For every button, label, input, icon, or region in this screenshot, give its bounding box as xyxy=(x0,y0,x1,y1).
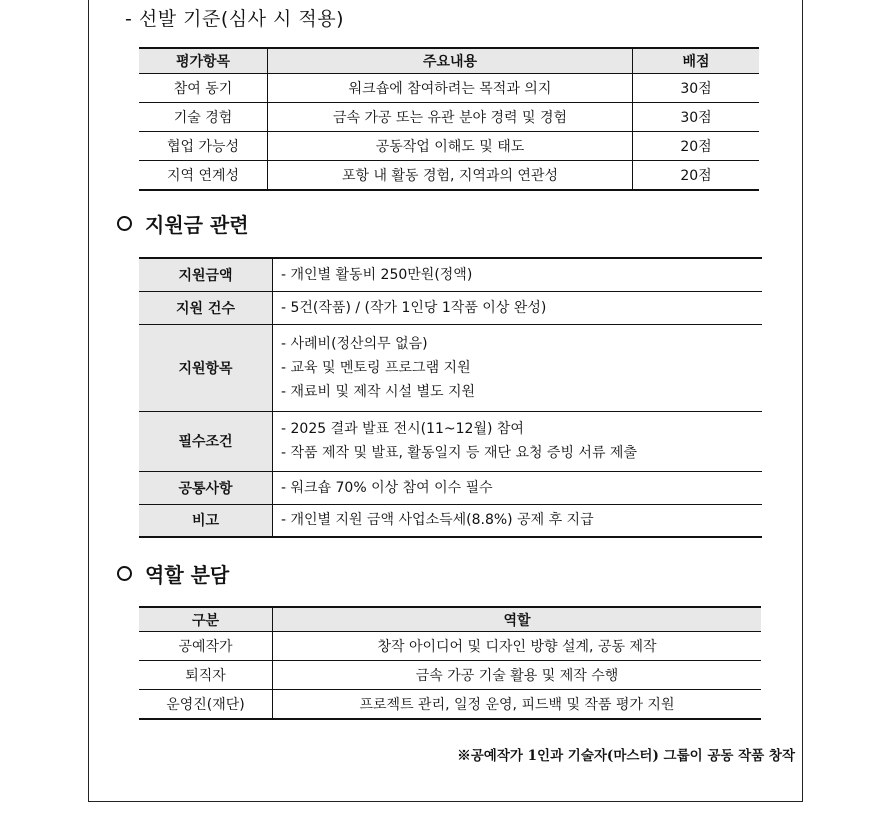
value-line: - 개인별 활동비 250만원(정액) xyxy=(281,266,473,283)
table-row xyxy=(139,161,759,191)
table-row xyxy=(139,471,762,504)
row-value xyxy=(273,471,763,504)
table-row xyxy=(139,74,759,103)
row-label: 지원 건수 xyxy=(139,291,273,324)
value-line: - 5건(작품) / (작가 1인당 1작품 이상 완성) xyxy=(281,299,547,316)
role-description: 창작 아이디어 및 디자인 방향 설계, 공동 제작 xyxy=(273,632,762,661)
table-row xyxy=(139,504,762,537)
support-table xyxy=(139,257,762,538)
criteria-item: 협업 가능성 xyxy=(139,132,268,161)
row-value xyxy=(273,504,763,537)
selection-criteria-table xyxy=(139,47,759,191)
header-cell: 주요내용 xyxy=(268,48,633,74)
criteria-item: 지역 연계성 xyxy=(139,161,268,191)
roles-section-heading xyxy=(117,559,229,588)
row-value xyxy=(273,411,763,471)
table-row xyxy=(139,690,761,720)
value-line: - 교육 및 멘토링 프로그램 지원 xyxy=(281,359,471,376)
criteria-content: 워크숍에 참여하려는 목적과 의지 xyxy=(268,74,633,103)
value-line: - 재료비 및 제작 시설 별도 지원 xyxy=(281,383,476,400)
roles-table xyxy=(139,606,761,720)
table-row xyxy=(139,258,762,291)
criteria-content: 금속 가공 또는 유관 분야 경력 및 경험 xyxy=(268,103,633,132)
header-cell: 평가항목 xyxy=(139,48,268,74)
value-line: - 워크숍 70% 이상 참여 이수 필수 xyxy=(281,479,493,496)
circle-bullet-icon xyxy=(117,566,132,581)
role-description: 금속 가공 기술 활용 및 제작 수행 xyxy=(273,661,762,690)
row-value xyxy=(273,258,763,291)
criteria-score: 30점 xyxy=(633,103,760,132)
table-row xyxy=(139,132,759,161)
table-row xyxy=(139,411,762,471)
value-line: - 2025 결과 발표 전시(11~12월) 참여 xyxy=(281,421,524,437)
criteria-score: 30점 xyxy=(633,74,760,103)
header-cell: 구분 xyxy=(139,607,273,632)
header-cell: 배점 xyxy=(633,48,760,74)
table-row xyxy=(139,661,761,690)
row-label: 공통사항 xyxy=(139,471,273,504)
support-section-heading xyxy=(117,209,249,238)
value-line: - 작품 제작 및 발표, 활동일지 등 재단 요청 증빙 서류 제출 xyxy=(281,445,637,461)
footnote: ※공예작가 1인과 기술자(마스터) 그룹이 공동 작품 창작 xyxy=(457,748,795,764)
row-label: 지원항목 xyxy=(139,324,273,411)
table-row xyxy=(139,324,762,411)
table-header-row xyxy=(139,48,759,74)
criteria-item: 참여 동기 xyxy=(139,74,268,103)
table-row xyxy=(139,632,761,661)
table-row xyxy=(139,103,759,132)
row-label: 비고 xyxy=(139,504,273,537)
value-line: - 개인별 지원 금액 사업소득세(8.8%) 공제 후 지급 xyxy=(281,512,594,529)
criteria-content: 공동작업 이해도 및 태도 xyxy=(268,132,633,161)
value-line: - 사례비(정산의무 없음) xyxy=(281,335,428,352)
header-cell: 역할 xyxy=(273,607,762,632)
row-value xyxy=(273,324,763,411)
section-heading-text: 역할 분담 xyxy=(145,563,230,587)
criteria-content: 포항 내 활동 경험, 지역과의 연관성 xyxy=(268,161,633,191)
row-label: 지원금액 xyxy=(139,258,273,291)
table-row xyxy=(139,291,762,324)
row-label: 필수조건 xyxy=(139,411,273,471)
table-header-row xyxy=(139,607,761,632)
role-group: 공예작가 xyxy=(139,632,273,661)
row-value xyxy=(273,291,763,324)
criteria-item: 기술 경험 xyxy=(139,103,268,132)
criteria-score: 20점 xyxy=(633,132,760,161)
circle-bullet-icon xyxy=(117,216,132,231)
role-description: 프로젝트 관리, 일정 운영, 피드백 및 작품 평가 지원 xyxy=(273,690,762,720)
section-heading-text: 지원금 관련 xyxy=(145,213,249,237)
selection-criteria-title: - 선발 기준(심사 시 적용) xyxy=(125,8,345,30)
role-group: 운영진(재단) xyxy=(139,690,273,720)
role-group: 퇴직자 xyxy=(139,661,273,690)
criteria-score: 20점 xyxy=(633,161,760,191)
